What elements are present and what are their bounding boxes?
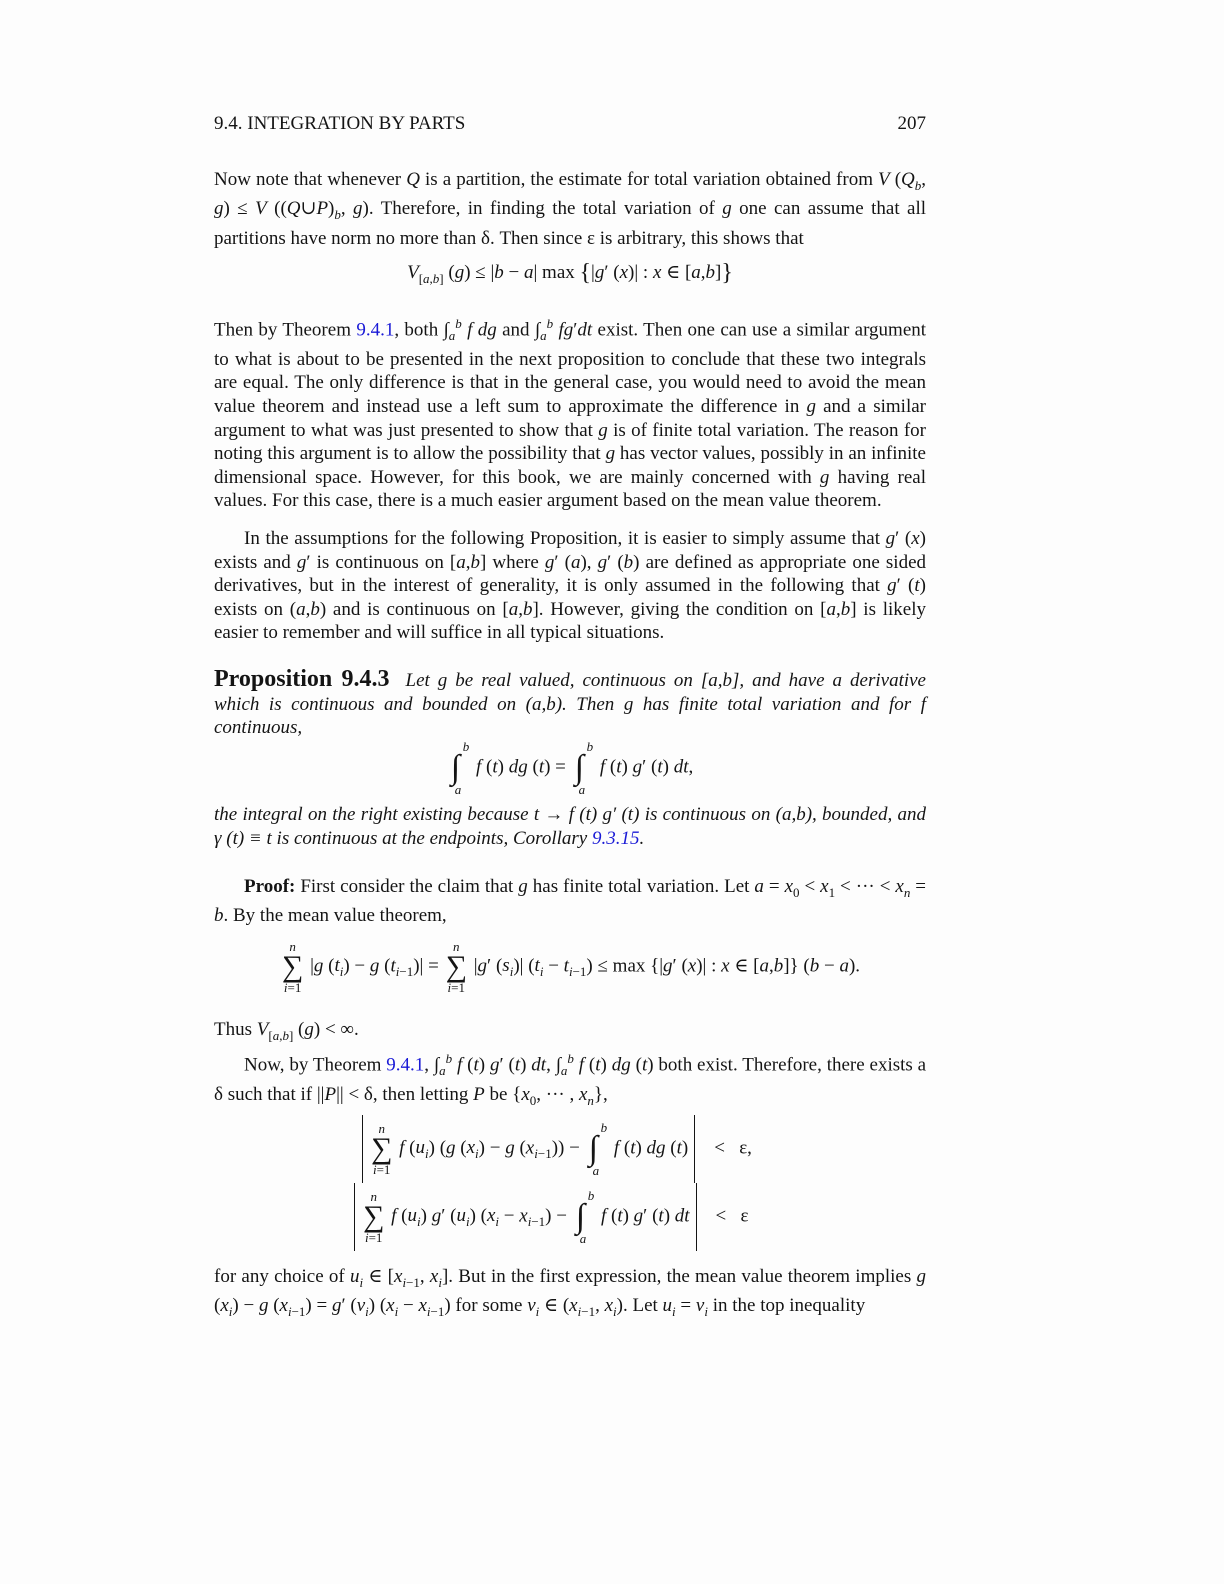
paragraph-1: Now note that whenever Q is a partition, the estimate for total variation obtained from V ($Q_b$, g) ≤ V ($(Q\cup P)_b$, g). Therefore, in finding the total variation of g one can assume that all partitions have norm no more than δ. Then since ε is arbitrary, this shows that xyxy=(214,169,927,249)
theorem-link-9-4-1[interactable]: 9.4.1 xyxy=(356,319,395,341)
proposition-equation: b ∫ a f (t) dg (t) = b ∫ a f (t) g′ (t) dt, xyxy=(450,739,694,797)
para2-pre: Then by Theorem xyxy=(214,319,357,341)
running-header xyxy=(214,113,926,135)
inequality-1: n ∑ i=1 f $(u_i)$ (g $(x_i) - g$ $(x_{i-1})$) − b ∫ a f (t) dg (t) < ε, xyxy=(362,1115,862,1183)
proposition-label: Proposition 9.4.3 xyxy=(214,666,390,692)
paragraph-3: In the assumptions for the following Proposition, it is easier to simply assume that g′ (x) exists and g′ is continuous on [a,b] where g′ (a), g′ (b) are defined as appropriate one sided derivatives, but in the interest of generality, it is only assumed in the following that g′ (t) exists on (a,b) and is continuous on [a,b]. However, giving the condition on [a,b] is likely easier to remember and will suffice in all typical situations. xyxy=(214,528,927,644)
proof-label: Proof: xyxy=(244,876,296,897)
proof-paragraph: Proof: First consider the claim that g has finite total variation. Let $a = x_0 < x_1$ < ··· < $x_n = b$. By the mean value theorem, xyxy=(214,876,927,927)
section-title: 9.4. INTEGRATION BY PARTS xyxy=(214,113,466,134)
equation-total-variation-bound: $V_{[a,b]}$ (g) ≤ |b − a| max {|g′ (x)| : x ∈ [a,b]} xyxy=(407,260,733,286)
proof-final-paragraph: for any choice of $u_i$ ∈ [$x_{i-1}$, $x_i$]. But in the first expression, the mean value theorem implies g $(x_i) - g$ $(x_{i-1}) = g'$ $(v_i) (x_i - x_{i-1})$ for some $v_i$ ∈ ($x_{i-1}$, $x_i$). Let $u_i = v_i$ in the top inequality xyxy=(214,1266,926,1320)
prop-after-end: . xyxy=(639,827,645,849)
proof-thus-line: Thus $V_{[a,b]}$ (g) < ∞. xyxy=(214,1019,359,1043)
inequality-2: n ∑ i=1 f $(u_i)$ g′ $(u_i) (x_i - x_{i-1})$ − b ∫ a f (t) g′ (t) dt < ε xyxy=(354,1183,854,1251)
proof-now-paragraph: Now, by Theorem 9.4.1, $\int_a^b$ f (t) g′ (t) dt, $\int_a^b$ f (t) dg (t) both exist. Therefore, there exists a δ such that if ||P|| < δ, then letting P be {$x_0$, ··· , $x_n$}, xyxy=(214,1051,927,1108)
paragraph-2: Then by Theorem 9.4.1, both $\int_a^b$ f dg and $\int_a^b$ fg′dt exist. Then one can use a similar argument to what is about to be presented in the next proposition to conclude that these two integrals are equal. The only difference is that in the general case, you would need to avoid the mean value theorem and instead use a left sum to approximate the difference in g and a similar argument to what was just presented to show that g is of finite total variation. The reason for noting this argument is to allow the possibility that g has vector values, possibly in an infinite dimensional space. However, for this book, we are mainly concerned with g having real values. For this case, there is a much easier argument based on the mean value theorem. xyxy=(214,316,927,512)
theorem-link-9-4-1-b[interactable]: 9.4.1 xyxy=(386,1054,425,1076)
page-number: 207 xyxy=(897,113,926,134)
now-pre: Now, by Theorem xyxy=(244,1054,387,1076)
proposition-after: the integral on the right existing because t → f (t) g′ (t) is continuous on (a,b), bounded, and γ (t) ≡ t is continuous at the endpoints, Corollary 9.3.15. xyxy=(214,804,927,849)
corollary-link-9-3-15[interactable]: 9.3.15 xyxy=(591,827,640,849)
equation-sum-bound: n ∑ i=1 |g $(t_i) - g$ $(t_{i-1})|$ = n ∑ i=1 |g′ $(s_i)|$ $(t_i - t_{i-1}) \le \max \{|g'$ (x)| : x ∈ [a,b]} (b − a). xyxy=(281,939,861,995)
proposition-9-4-3: Proposition 9.4.3 Let g be real valued, continuous on [a,b], and have a derivative which is continuous and bounded on (a,b). Then g has finite total variation and for f continuous, xyxy=(214,666,927,739)
